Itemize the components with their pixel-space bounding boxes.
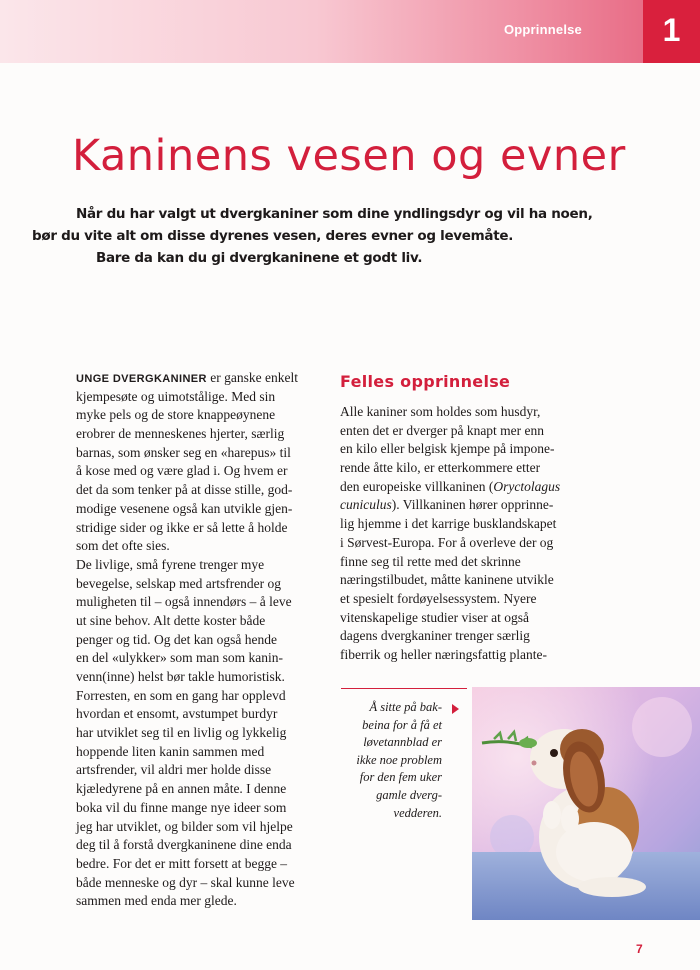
page-number: 7 — [636, 942, 643, 956]
body-line — [340, 478, 600, 497]
body-line: rende åtte kilo, er etterkommere etter — [340, 460, 541, 476]
latin-name: Oryctolagus — [493, 478, 561, 494]
chapter-number: 1 — [662, 12, 681, 48]
body-line: fiberrik og heller næringsfattig plante- — [340, 646, 547, 662]
body-line: myke pels og de store knappeøynene — [76, 407, 276, 423]
lead-line: bør du vite alt om disse dyrenes vesen, deres evner og levemåte. — [32, 228, 514, 244]
body-line: penger og tid. Og det kan også hende — [76, 631, 277, 647]
body-line: i Sørvest-Europa. For å overleve der og — [340, 534, 554, 550]
body-text: ). Villkaninen hører opprinne- — [391, 497, 554, 513]
caption-line: for den fem uker — [359, 770, 442, 785]
lead-line: Når du har valgt ut dvergkaniner som dine yndlingsdyr og vil ha noen, — [76, 206, 593, 222]
run-in-caps: UNGE DVERGKANINER — [76, 373, 207, 385]
body-line: deg til å forstå dvergkaninene dine enda — [76, 837, 292, 853]
body-line: bedre. For det er mitt forsett at begge – — [76, 855, 288, 871]
page-title: Kaninens vesen og evner — [72, 131, 626, 181]
body-line: som det ofte sies. — [76, 538, 170, 554]
body-line: finne seg til rette med det skrinne — [340, 553, 521, 569]
body-line: muligheten til – også innendørs – å leve — [76, 594, 292, 610]
caption-line: vedderen. — [393, 805, 442, 820]
caption-line: løvetannblad er — [363, 735, 442, 750]
caption-line: Å sitte på bak- — [369, 700, 442, 714]
body-line: en del «ulykker» som man som kanin- — [76, 650, 283, 666]
body-line: næringstilbudet, måtte kaninene utvikle — [340, 572, 554, 588]
lead-line: Bare da kan du gi dvergkaninene et godt liv. — [96, 250, 423, 266]
latin-name: cuniculus — [340, 497, 392, 513]
body-line: erobrer de menneskenes hjerter, særlig — [76, 426, 285, 442]
body-column-left — [76, 369, 326, 911]
caption-line: beina for å få et — [362, 717, 442, 732]
body-line: lig hjemme i det karrige busklandskapet — [340, 516, 557, 532]
body-line: kjempesøte og uimotstålige. Med sin — [76, 388, 276, 404]
body-line: en kilo eller belgisk kjempe på impone- — [340, 441, 555, 457]
body-line: boka vil du finne mange nye ideer som — [76, 799, 287, 815]
body-line: jeg har utviklet, og bilder som vil hjelpe — [76, 818, 293, 834]
body-line: venn(inne) helst bør takle humoristisk. — [76, 669, 285, 684]
caption-line: ikke noe problem — [356, 752, 442, 767]
body-text: er ganske enkelt — [206, 370, 298, 385]
body-line: barnas, som ønsker seg en «harepus» til — [76, 444, 291, 460]
body-column-right — [340, 403, 600, 665]
body-line: både menneske og dyr – skal kunne leve — [76, 874, 295, 890]
body-line: Forresten, en som en gang har opplevd — [76, 687, 286, 703]
caption-pointer-icon — [452, 704, 459, 714]
body-line: hvordan et ensomt, avstumpet burdyr — [76, 706, 278, 722]
caption-line: gamle dverg- — [376, 787, 442, 802]
body-text: den europeiske villkaninen ( — [340, 478, 494, 494]
caption-rule — [341, 688, 467, 689]
body-line: sammen med enda mer glede. — [76, 893, 237, 909]
body-line: Alle kaniner som holdes som husdyr, — [340, 404, 541, 419]
body-line: De livlige, små fyrene trenger mye — [76, 556, 265, 572]
rabbit-photo — [472, 687, 700, 920]
header-band — [0, 0, 700, 63]
photo-caption — [330, 699, 442, 822]
section-label: Opprinnelse — [503, 22, 582, 37]
body-line: modige vesenene også kan utvikle gjen- — [76, 500, 293, 516]
body-line: hoppende liten kanin sammen med — [76, 743, 265, 759]
body-line: stridige sider og ikke er så lette å holde — [76, 519, 288, 535]
body-line: kjæledyrene på en annen måte. I denne — [76, 781, 287, 797]
body-line: dagens dvergkaniner trenger særlig — [340, 628, 530, 644]
body-line: det da som tenker på at disse stille, god- — [76, 482, 293, 498]
body-line — [76, 369, 326, 388]
body-line: å kose med og være glad i. Og hvem er — [76, 463, 288, 479]
body-line: artsfrender, vil aldri mer holde disse — [76, 762, 272, 778]
body-line: ut sine behov. Alt dette koster både — [76, 612, 266, 628]
section-heading: Felles opprinnelse — [340, 372, 511, 391]
body-line: enten det er dverger på knapt mer enn — [340, 422, 545, 438]
chapter-number-box — [643, 0, 700, 63]
body-line: bevegelse, selskap med artsfrender og — [76, 575, 282, 591]
body-line: har utviklet seg til en livlig og lykkelig — [76, 725, 287, 741]
body-line: et spesielt fordøyelsessystem. Nyere — [340, 590, 537, 606]
body-line — [340, 496, 600, 515]
body-line: vitenskapelige studier viser at også — [340, 609, 529, 625]
rabbit-photo-illustration — [472, 687, 700, 920]
